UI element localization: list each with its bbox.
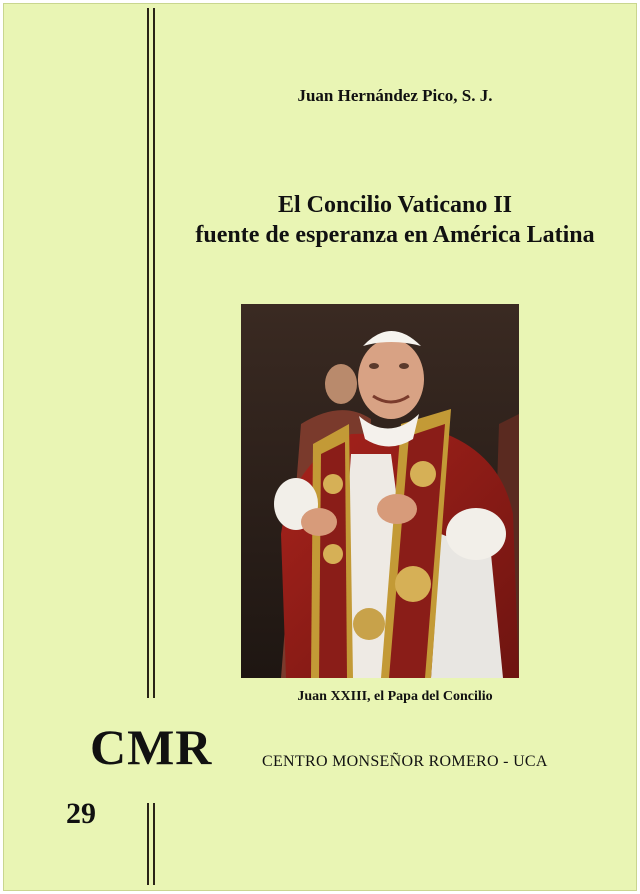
author-name: Juan Hernández Pico, S. J. [297, 86, 493, 105]
publisher-name: CENTRO MONSEÑOR ROMERO - UCA [262, 753, 548, 770]
vertical-rule [147, 803, 149, 885]
book-cover [3, 3, 637, 891]
vertical-rule [147, 8, 149, 698]
title-line-1: El Concilio Vaticano II [277, 192, 513, 218]
vertical-rule [153, 803, 155, 885]
photo-caption: Juan XXIII, el Papa del Concilio [297, 689, 493, 704]
book-title [154, 190, 636, 250]
pope-illustration [241, 304, 519, 678]
series-logo: CMR [90, 719, 213, 775]
volume-number: 29 [66, 797, 96, 830]
title-line-2: fuente de esperanza en América Latina [195, 222, 595, 248]
vertical-rule [153, 8, 155, 698]
pope-photo [241, 304, 519, 678]
